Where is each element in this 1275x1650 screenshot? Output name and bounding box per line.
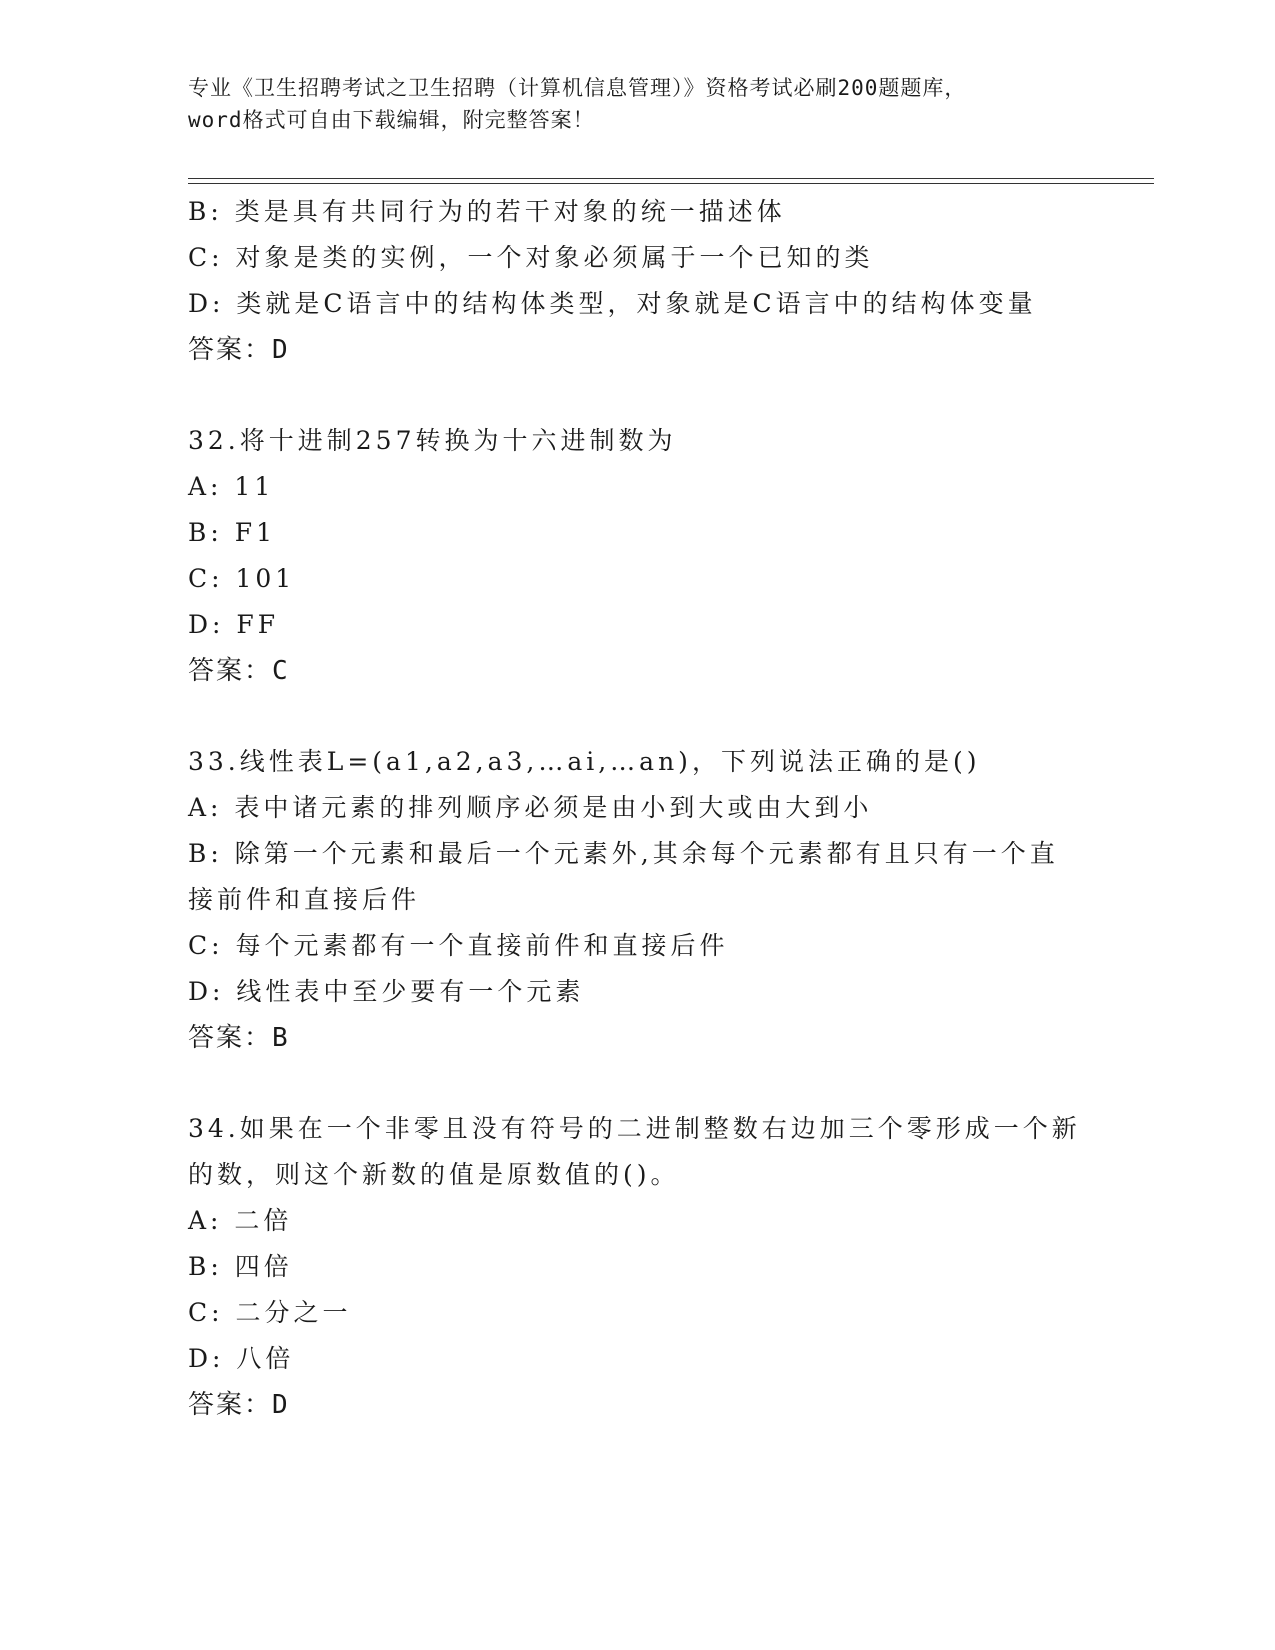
header-line-1: 专业《卫生招聘考试之卫生招聘（计算机信息管理）》资格考试必刷200题题库， [188,76,967,100]
question-text-line-2: 的数，则这个新数的值是原数值的()。 [188,1160,680,1189]
option-c: C: 对象是类的实例，一个对象必须属于一个已知的类 [188,243,874,272]
question-31 [188,189,1068,373]
option-c: C: 二分之一 [188,1298,352,1327]
option-a: A: 11 [188,472,275,501]
answer: 答案：C [188,656,290,686]
question-text: 33.线性表L=(a1,a2,a3,…ai,…an)，下列说法正确的是() [188,747,981,776]
option-b-line-1: B: 除第一个元素和最后一个元素外,其余每个元素都有且只有一个直 [188,839,1059,868]
option-d: D: 类就是C语言中的结构体类型，对象就是C语言中的结构体变量 [188,289,1037,318]
question-text-line-1: 34.如果在一个非零且没有符号的二进制整数右边加三个零形成一个新 [188,1114,1081,1143]
option-b-line-2: 接前件和直接后件 [188,885,421,914]
answer: 答案：D [188,335,290,365]
option-c: C: 101 [188,564,296,593]
option-b: B: F1 [188,518,276,547]
option-b: B: 类是具有共同行为的若干对象的统一描述体 [188,197,786,226]
header-divider-top [188,178,1154,179]
option-a: A: 二倍 [188,1206,293,1235]
option-d: D: 八倍 [188,1344,295,1373]
question-34 [188,1106,1081,1428]
header-line-2: word格式可自由下载编辑，附完整答案！ [188,108,595,132]
question-text: 32.将十进制257转换为十六进制数为 [188,426,677,455]
option-a: A: 表中诸元素的排列顺序必须是由小到大或由大到小 [188,793,873,822]
answer: 答案：B [188,1023,290,1053]
option-d: D: 线性表中至少要有一个元素 [188,977,585,1006]
question-list [188,189,1081,1428]
option-b: B: 四倍 [188,1252,293,1281]
option-c: C: 每个元素都有一个直接前件和直接后件 [188,931,729,960]
question-33 [188,739,1068,1061]
document-header [188,72,1088,136]
answer: 答案：D [188,1390,290,1420]
option-d: D: FF [188,610,280,639]
question-32 [188,418,1068,694]
header-divider-bottom [188,183,1154,184]
